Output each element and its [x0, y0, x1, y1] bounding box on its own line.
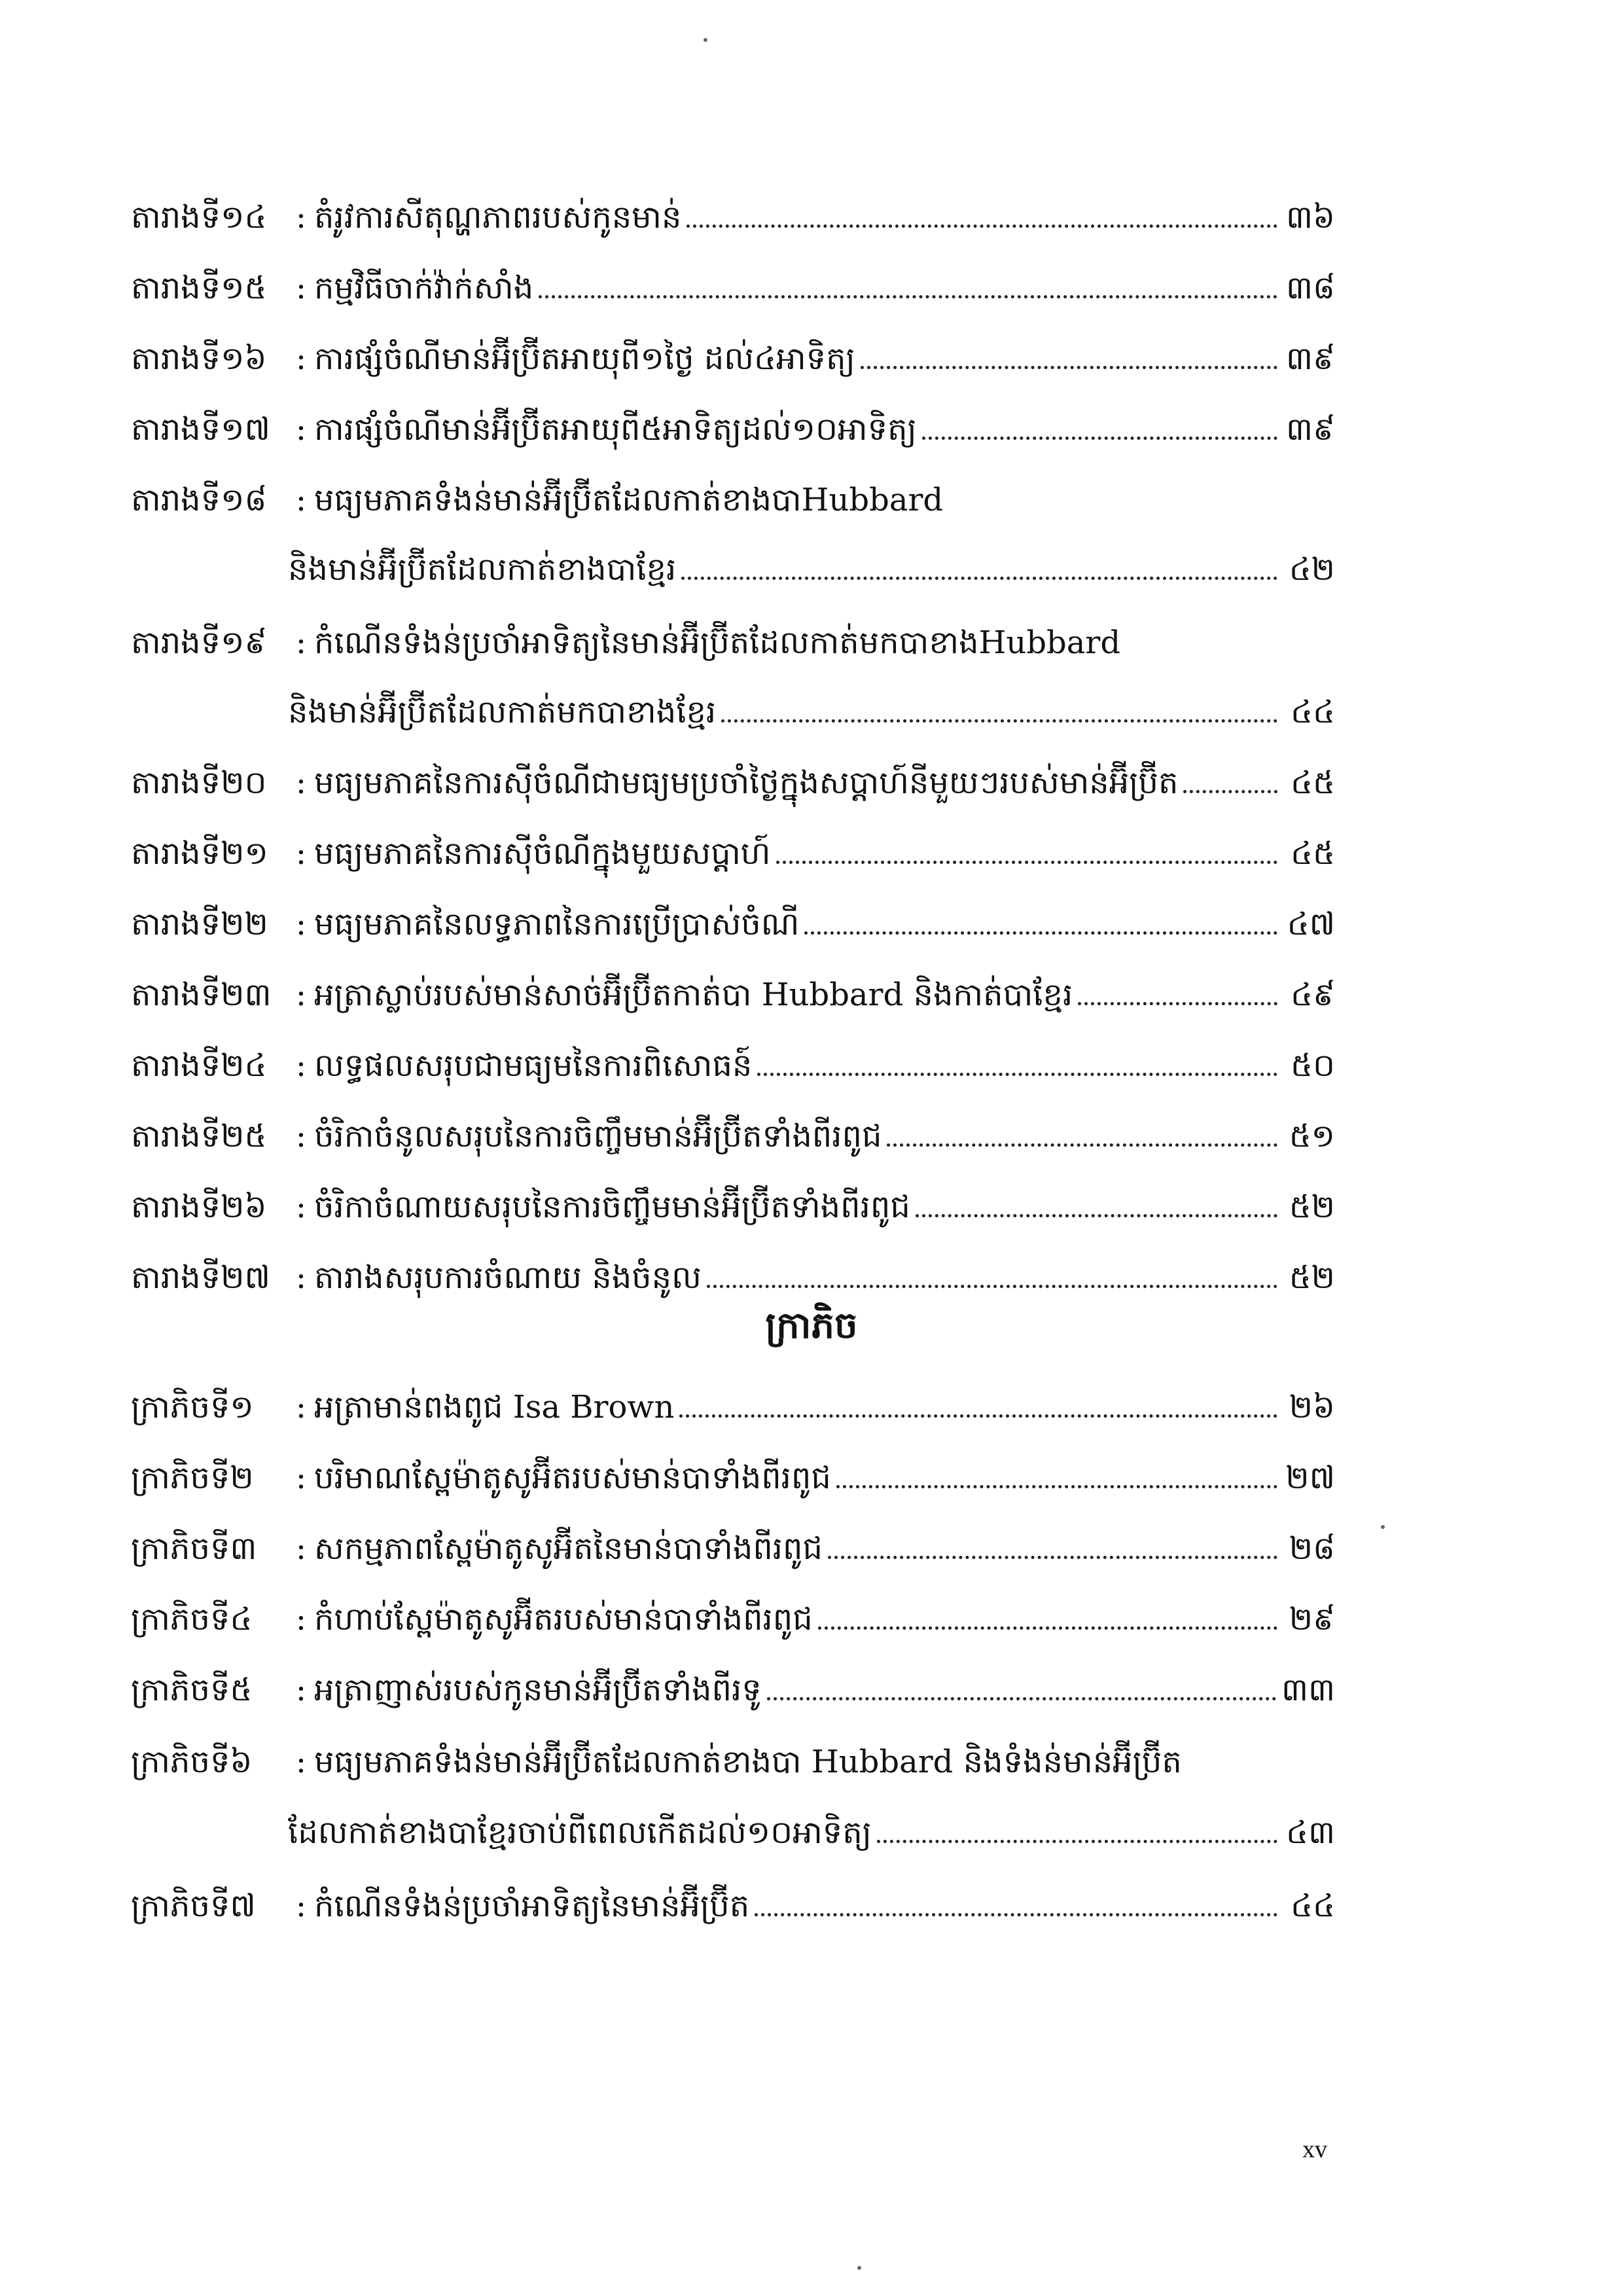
- entry-label: តារាងទី២៣: [131, 977, 272, 1013]
- entry-colon: :: [295, 1888, 307, 1924]
- entry-title: ការផ្សំចំណីមាន់អ៊ីប្រ៊ីតអាយុពី៥អាទិត្យដល់១០អាទិត្យ: [314, 411, 917, 448]
- entry-page: ២៧: [1285, 1460, 1335, 1496]
- dot-leader: [687, 224, 1277, 228]
- entry-title-line2: និងមាន់អ៊ីប្រ៊ីតដែលកាត់ខាងបាខ្មែរ: [288, 551, 677, 588]
- entry-title: សកម្មភាពស្ពែម៉ាតូសូអ៊ីតនៃមាន់បាទាំងពីរពូជ: [314, 1530, 823, 1567]
- toc-entry-table-26: [131, 1161, 1335, 1227]
- dot-leader: [707, 1285, 1277, 1288]
- entry-colon: :: [295, 835, 307, 872]
- toc-entry-table-24: [131, 1020, 1335, 1085]
- entry-label: តារាងទី១៤: [131, 199, 267, 236]
- dot-leader: [755, 1913, 1277, 1916]
- dot-leader: [539, 295, 1277, 298]
- entry-label: ក្រាភិចទី៣: [131, 1530, 257, 1567]
- scan-speck: [857, 2266, 861, 2270]
- toc-entry-table-18-continued: [131, 524, 1335, 589]
- toc-entry-table-19: [131, 597, 1335, 662]
- toc-entry-table-19-continued: [131, 666, 1335, 732]
- dot-leader: [776, 861, 1278, 864]
- entry-page: ៤៥: [1291, 764, 1335, 801]
- entry-colon: :: [295, 340, 307, 377]
- entry-page: ៥២: [1289, 1259, 1335, 1296]
- entry-colon: :: [295, 1259, 307, 1296]
- entry-title: លទ្ធផលសរុបជាមធ្យមនៃការពិសោធន៍: [314, 1047, 753, 1084]
- toc-entry-graph-6: [131, 1716, 1335, 1782]
- entry-colon: :: [295, 482, 307, 518]
- dot-leader: [681, 577, 1277, 580]
- toc-entry-table-27: [131, 1232, 1335, 1297]
- entry-label: តារាងទី២០: [131, 764, 267, 801]
- entry-title-line2: និងមាន់អ៊ីប្រ៊ីតដែលកាត់មកបាខាងខ្មែរ: [288, 694, 717, 730]
- entry-page: ៤៥: [1291, 835, 1335, 872]
- entry-title: កំណើនទំងន់ប្រចាំអាទិត្យនៃមាន់អ៊ីប្រ៊ីតដែលកាត់មកបាខាងHubbard: [314, 624, 1121, 661]
- entry-colon: :: [295, 1744, 307, 1780]
- toc-entry-graph-1: [131, 1361, 1335, 1427]
- toc-entry-table-20: [131, 737, 1335, 802]
- toc-entry-table-16: [131, 313, 1335, 378]
- dot-leader: [804, 931, 1277, 935]
- toc-entry-graph-2: [131, 1432, 1335, 1498]
- entry-title: កម្មវិធីចាក់វ៉ាក់សាំង: [314, 270, 534, 306]
- entry-colon: :: [295, 977, 307, 1013]
- dot-leader: [1078, 1002, 1277, 1005]
- entry-page: ២៦: [1289, 1389, 1335, 1426]
- entry-colon: :: [295, 1601, 307, 1638]
- entry-page: ២៨: [1289, 1530, 1335, 1567]
- toc-entry-table-21: [131, 808, 1335, 873]
- dot-leader: [1183, 790, 1277, 793]
- entry-page: ៥២: [1289, 1189, 1335, 1225]
- dot-leader: [861, 366, 1277, 369]
- entry-label: ក្រាភិចទី៥: [131, 1672, 253, 1708]
- entry-title: កំណើនទំងន់ប្រចាំអាទិត្យនៃមាន់អ៊ីប្រ៊ីត: [314, 1888, 750, 1924]
- dot-leader: [887, 1143, 1277, 1147]
- toc-entry-table-25: [131, 1090, 1335, 1156]
- scan-speck: [1381, 1525, 1385, 1529]
- entry-colon: :: [295, 906, 307, 942]
- entry-colon: :: [295, 411, 307, 448]
- graphs-section-heading: ក្រាភិច: [765, 1304, 858, 1347]
- entry-colon: :: [295, 624, 307, 661]
- entry-colon: :: [295, 1189, 307, 1225]
- dot-leader: [757, 1073, 1277, 1076]
- entry-label: ក្រាភិចទី២: [131, 1460, 254, 1496]
- toc-entry-graph-3: [131, 1503, 1335, 1568]
- dot-leader: [721, 719, 1277, 723]
- entry-label: ក្រាភិចទី៦: [131, 1744, 253, 1780]
- entry-colon: :: [295, 1047, 307, 1084]
- entry-label: តារាងទី២៤: [131, 1047, 267, 1084]
- entry-label: តារាងទី២៦: [131, 1189, 267, 1225]
- toc-entry-graph-4: [131, 1573, 1335, 1639]
- dot-leader: [828, 1556, 1277, 1559]
- entry-page: ៤៩: [1291, 977, 1335, 1013]
- entry-title: បរិមាណស្ពែម៉ាតូសូអ៊ីតរបស់មាន់បាទាំងពីរពូជ: [314, 1460, 831, 1496]
- dot-leader: [679, 1414, 1277, 1418]
- scan-speck: [704, 38, 707, 42]
- entry-title: មធ្យមភាគនៃការស៊ីចំណីក្នុងមួយសប្តាហ៍: [314, 835, 771, 872]
- entry-title: មធ្យមភាគទំងន់មាន់អ៊ីប្រ៊ីតដែលកាត់ខាងបា Hubbard និងទំងន់មាន់អ៊ីប្រ៊ីត: [314, 1744, 1182, 1780]
- toc-entry-table-15: [131, 242, 1335, 308]
- dot-leader: [818, 1626, 1277, 1630]
- entry-label: ក្រាភិចទី៧: [131, 1888, 256, 1924]
- entry-title: កំហាប់ស្ពែម៉ាតូសូអ៊ីតរបស់មាន់បាទាំងពីរពូជ: [314, 1601, 813, 1638]
- entry-page: ៣៩: [1286, 411, 1335, 448]
- entry-label: តារាងទី២២: [131, 906, 268, 942]
- entry-label: តារាងទី១៦: [131, 340, 267, 377]
- toc-entry-table-14: [131, 171, 1335, 237]
- toc-entry-table-18: [131, 454, 1335, 520]
- footer-page-number: xv: [1302, 2136, 1327, 2163]
- entry-page: ៤៧: [1287, 906, 1335, 942]
- entry-label: តារាងទី១៧: [131, 411, 270, 448]
- entry-colon: :: [295, 199, 307, 236]
- entry-colon: :: [295, 764, 307, 801]
- entry-label: តារាងទី១៨: [131, 482, 267, 518]
- entry-label: តារាងទី២១: [131, 835, 268, 872]
- entry-colon: :: [295, 1118, 307, 1155]
- entry-page: ២៩: [1289, 1601, 1335, 1638]
- entry-title: អត្រាញាស់របស់កូនមាន់អ៊ីប្រ៊ីតទាំងពីរទូ: [314, 1672, 762, 1708]
- entry-title: ចំរិកាចំណាយសរុបនៃការចិញ្ចឹមមាន់អ៊ីប្រ៊ីតទាំងពីរពូជ: [314, 1189, 910, 1225]
- toc-entry-graph-6-continued: [131, 1787, 1335, 1852]
- toc-entry-table-22: [131, 878, 1335, 944]
- dot-leader: [767, 1697, 1276, 1700]
- dot-leader: [922, 437, 1277, 440]
- entry-page: ៣៩: [1286, 340, 1335, 377]
- entry-title: មធ្យមភាគនៃការស៊ីចំណីជាមធ្យមប្រចាំថ្ងៃក្នុងសប្តាហ៍នីមួយៗរបស់មាន់អ៊ីប្រ៊ីត: [314, 764, 1179, 801]
- toc-entry-table-17: [131, 384, 1335, 449]
- entry-label: តារាងទី២៥: [131, 1118, 267, 1155]
- entry-title: តំរូវការសីតុណ្ហភាពរបស់កូនមាន់: [314, 199, 682, 236]
- entry-page: ៥០: [1291, 1047, 1335, 1084]
- entry-colon: :: [295, 270, 307, 306]
- entry-page: ៣៦: [1286, 199, 1335, 236]
- toc-entry-graph-7: [131, 1860, 1335, 1926]
- entry-label: តារាងទី១៩: [131, 624, 267, 661]
- entry-title: អត្រាស្លាប់របស់មាន់សាច់អ៊ីប្រ៊ីតកាត់បា Hubbard និងកាត់បាខ្មែរ: [314, 977, 1073, 1013]
- entry-title: ការផ្សំចំណីមាន់អ៊ីប្រ៊ីតអាយុពី១ថ្ងៃ ដល់៤អាទិត្យ: [314, 340, 855, 377]
- entry-title: តារាងសរុបការចំណាយ និងចំនូល: [314, 1259, 702, 1296]
- entry-page: ៤៣: [1286, 1814, 1335, 1851]
- entry-colon: :: [295, 1460, 307, 1496]
- entry-label: តារាងទី២៧: [131, 1259, 270, 1296]
- entry-page: ៥១: [1289, 1118, 1335, 1155]
- entry-page: ៤៤: [1291, 1888, 1335, 1924]
- entry-label: តារាងទី១៥: [131, 270, 267, 306]
- entry-label: ក្រាភិចទី៤: [131, 1601, 253, 1638]
- entry-title: ចំរិកាចំនូលសរុបនៃការចិញ្ចឹមមាន់អ៊ីប្រ៊ីតទាំងពីរពូជ: [314, 1118, 882, 1155]
- entry-title: មធ្យមភាគនៃលទ្ធភាពនៃការប្រើប្រាស់ចំណី: [314, 906, 800, 942]
- entry-colon: :: [295, 1672, 307, 1708]
- entry-title: អត្រាមាន់ពងពូជ Isa Brown: [314, 1389, 675, 1426]
- entry-page: ៣៨: [1286, 270, 1335, 306]
- entry-title-line2: ដែលកាត់ខាងបាខ្មែរចាប់ពីពេលកើតដល់១០អាទិត្យ: [288, 1814, 872, 1851]
- entry-page: ៤៤: [1291, 694, 1335, 730]
- dot-leader: [836, 1485, 1277, 1488]
- entry-title: មធ្យមភាគទំងន់មាន់អ៊ីប្រ៊ីតដែលកាត់ខាងបាHubbard: [314, 482, 944, 518]
- entry-page: ៣៣: [1281, 1672, 1335, 1708]
- entry-label: ក្រាភិចទី១: [131, 1389, 254, 1426]
- toc-entry-table-23: [131, 949, 1335, 1014]
- dot-leader: [877, 1840, 1277, 1843]
- dot-leader: [916, 1214, 1277, 1217]
- toc-entry-graph-5: [131, 1644, 1335, 1710]
- entry-page: ៤២: [1289, 551, 1335, 588]
- entry-colon: :: [295, 1389, 307, 1426]
- entry-colon: :: [295, 1530, 307, 1567]
